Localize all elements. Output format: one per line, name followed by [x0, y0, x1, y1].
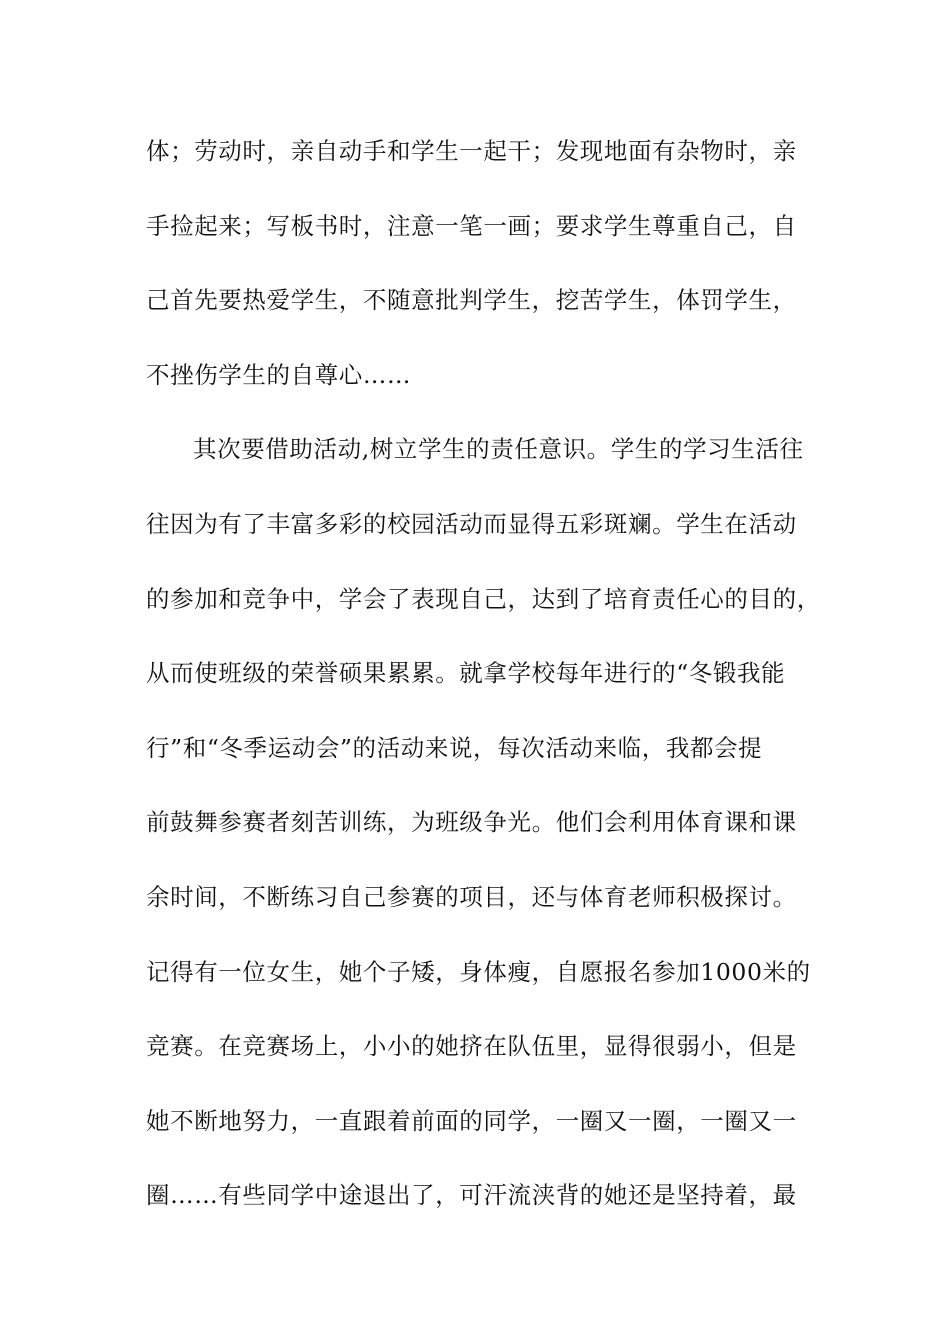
text-line-12: 记得有一位女生，她个子矮，身体瘦，自愿报名参加1000米的: [146, 957, 811, 986]
text-line-8: 从而使班级的荣誉硕果累累。就拿学校每年进行的“冬锻我能: [146, 659, 786, 688]
body-text: [146, 126, 821, 1245]
text-line-6: 往因为有了丰富多彩的校园活动而显得五彩斑斓。学生在活动: [146, 509, 797, 538]
text-line-15: 圈……有些同学中途退出了，可汗流浃背的她还是坚持着，最: [146, 1181, 797, 1210]
text-line-2: 手捡起来；写板书时，注意一笔一画；要求学生尊重自己，自: [146, 211, 797, 240]
text-line-10: 前鼓舞参赛者刻苦训练，为班级争光。他们会利用体育课和课: [146, 808, 797, 837]
text-line-3: 己首先要热爱学生，不随意批判学生，挖苦学生，体罚学生，: [146, 286, 797, 315]
text-line-13: 竞赛。在竞赛场上，小小的她挤在队伍里，显得很弱小，但是: [146, 1032, 797, 1061]
paragraph-start-line: 其次要借助活动,树立学生的责任意识。学生的学习生活往: [193, 435, 804, 464]
text-line-7: 的参加和竞争中，学会了表现自己，达到了培育责任心的目的，: [146, 584, 821, 613]
text-line-14: 她不断地努力，一直跟着前面的同学，一圈又一圈，一圈又一: [146, 1106, 797, 1135]
text-line-9: 行”和“冬季运动会”的活动来说，每次活动来临，我都会提: [146, 733, 763, 762]
text-line-11: 余时间，不断练习自己参赛的项目，还与体育老师积极探讨。: [146, 882, 797, 911]
text-line-1: 体；劳动时，亲自动手和学生一起干；发现地面有杂物时，亲: [146, 137, 797, 165]
text-line-4: 不挫伤学生的自尊心……: [146, 360, 412, 389]
